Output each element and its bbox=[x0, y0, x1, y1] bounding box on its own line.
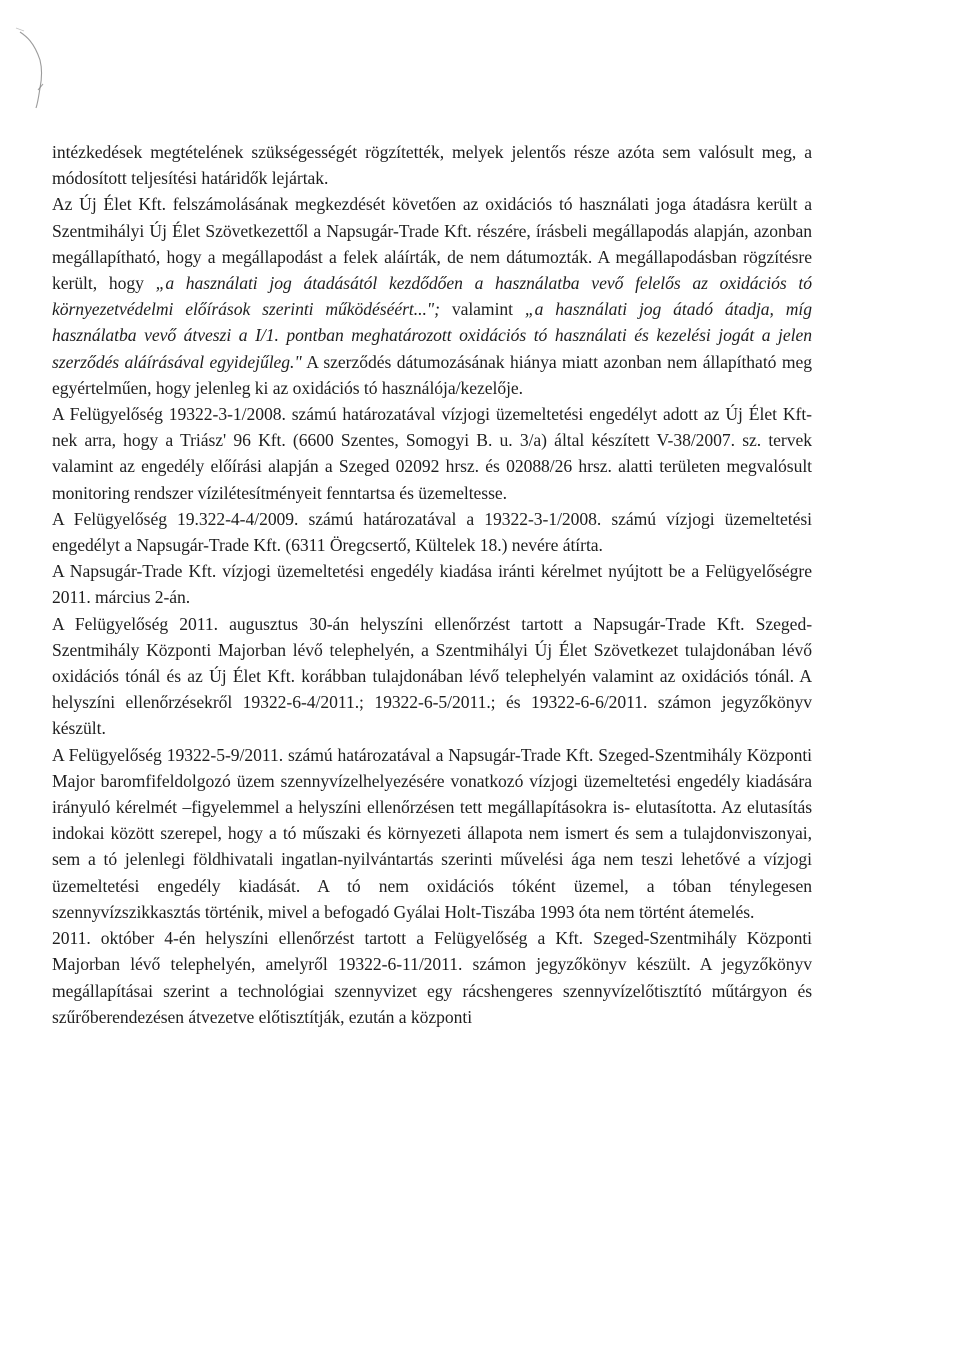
paragraph-5: 2011. október 4-én helyszíni ellenőrzést tartott a Felügyelőség a Kft. Szeged-Szentmihály Központi Majorban lévő telephelyén, amelyről 19322-6-11/2011. számon jegyzőkönyv készült. A jegyzőkönyv megállapításai szerint a technológiai szennyvizet egy rácshengeres szennyvízelőtisztító műtárgyon és szűrőberendezésen átvezetve előtisztítják, ezután a központi bbox=[52, 928, 812, 1027]
document-body bbox=[52, 139, 812, 1030]
paragraph-3b: A Felügyelőség 19.322-4-4/2009. számú határozatával a 19322-3-1/2008. számú vízjogi üzemeltetési engedélyt a Napsugár-Trade Kft. (6311 Öregcsertő, Kültelek 18.) nevére átírta. bbox=[52, 508, 812, 556]
paragraph-3: A Felügyelőség 19322-3-1/2008. számú határozatával vízjogi üzemeltetési engedélyt adott az Új Élet Kft-nek arra, hogy a Triász' 96 Kft. (6600 Szentes, Somogyi B. u. 3/a) által készített V-38/2007. sz. tervek valamint az engedély előírási alapján a Szeged 02092 hrsz. és 02088/26 hrsz. alatti területen megvalósult monitoring rendszer vízilétesítményeit fenntartsa és üzemeltesse. bbox=[52, 404, 812, 503]
paragraph-2 bbox=[52, 191, 812, 401]
paragraph-2-text-c: A szerződés dátumozásának hiánya miatt azonban nem állapítható meg egyértelműen, hogy jelenleg ki az oxidációs tó használója/kezelője. bbox=[52, 351, 812, 398]
paragraph-2-quote-2: „a használati jog átadó átadja, míg használatba vevő átveszi a I/1. pontban meghatározott oxidációs tó használati és kezelési jogát a jelen szerződés aláírásával egyidejűleg." bbox=[52, 299, 813, 372]
paragraph-4c: A Felügyelőség 19322-5-9/2011. számú határozatával a Napsugár-Trade Kft. Szeged-Szentmihály Központi Major baromfifeldolgozó üzem szennyvízelhelyezésére vonatkozó vízjogi üzemeltetési engedély kiadására irányuló kérelmét –figyelemmel a helyszíni ellenőrzésen tett megállapításokra is- elutasította. Az elutasítás indokai között szerepel, hogy a tó műszaki és környezeti állapota nem ismert és sem a tulajdonviszonyai, sem a tó jelenlegi földhivatali ingatlan-nyilvántartás szerinti művelési ága nem teszi lehetővé a vízjogi üzemeltetési engedély kiadását. A tó nem oxidációs tóként üzemel, a tóban ténylegesen szennyvízszikkasztás történik, mivel a befogadó Gyálai Holt-Tiszába 1993 óta nem történt átemelés. bbox=[52, 744, 812, 922]
paragraph-4b: A Felügyelőség 2011. augusztus 30-án helyszíni ellenőrzést tartott a Napsugár-Trade Kft. Szeged-Szentmihály Központi Majorban lévő telephelyén, a Szentmihályi Új Élet Szövetkezet tulajdonában lévő oxidációs tónál és az Új Élet Kft. korábban tulajdonában lévő telephelyén valamint az oxidációs tónál. A helyszíni ellenőrzésekről 19322-6-4/2011.; 19322-6-5/2011.; és 19322-6-6/2011. számon jegyzőkönyv készült. bbox=[52, 613, 812, 739]
paragraph-2-quote-1: „a használati jog átadásától kezdődően a használatba vevő felelős az oxidációs tó környezetvédelmi előírások szerinti működéséért..."; bbox=[52, 273, 812, 320]
paragraph-2-text-a: Az Új Élet Kft. felszámolásának megkezdését követően az oxidációs tó használati joga átadásra került a Szentmihályi Új Élet Szövetkezettől a Napsugár-Trade Kft. részére, írásbeli megállapodás alapján, azonban megállapítható, hogy a megállapodást a felek aláírták, de nem dátumozták. A megállapodásban rögzítésre került, hogy bbox=[52, 194, 812, 294]
paragraph-4: A Napsugár-Trade Kft. vízjogi üzemeltetési engedély kiadása iránti kérelmet nyújtott be a Felügyelőségre 2011. március 2-án. bbox=[52, 561, 812, 608]
paragraph-2-text-b: valamint bbox=[439, 299, 525, 320]
scan-artifact-mark bbox=[14, 22, 54, 112]
paragraph-1: intézkedések megtételének szükségességét rögzítették, melyek jelentős része azóta sem valósult meg, a módosított teljesítési határidők lejártak. bbox=[52, 142, 812, 189]
